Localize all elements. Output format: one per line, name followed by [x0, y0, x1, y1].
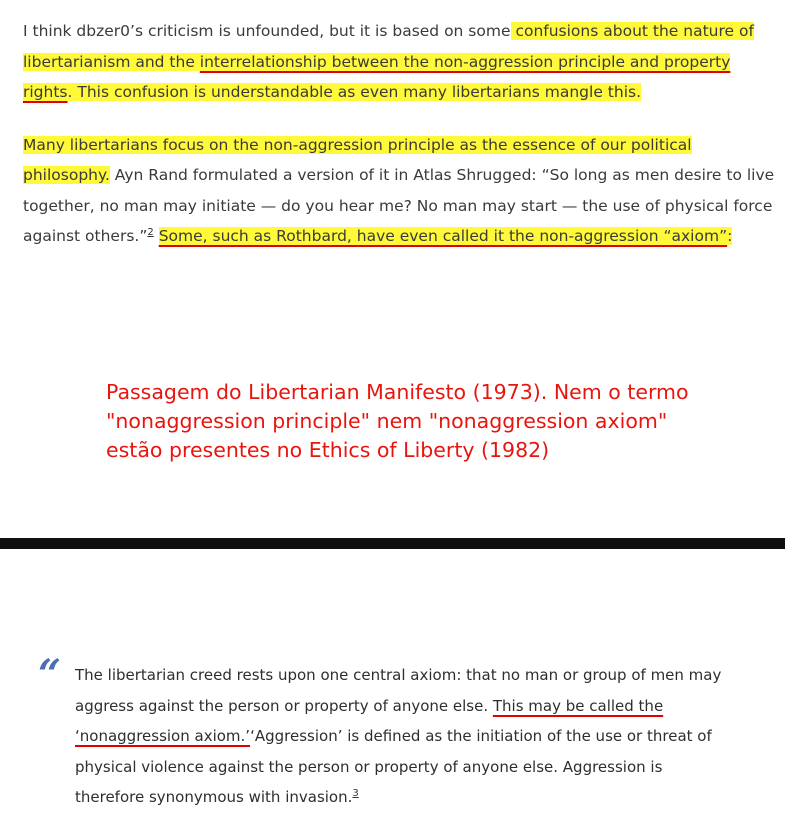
article-excerpt [23, 16, 775, 252]
divider-bar [0, 538, 785, 549]
highlight: Many libertarians focus on the non-aggression principle as the essence of our political philosophy. [23, 135, 692, 184]
quote-text: ‘Aggression’ is defined as the initiation of the use or threat of physical violence against the person or property of anyone else. Aggression is therefore synonymous with invasion. [75, 727, 712, 806]
highlight: Some, such as Rothbard, have even called it the non-aggression “axiom”: [158, 227, 733, 245]
text-segment: I think dbzer0’s criticism is unfounded, but it is based on some [23, 22, 511, 40]
underlined-text: Some, such as Rothbard, have even called it the non-aggression “axiom” [158, 227, 728, 245]
paragraph-2 [23, 130, 775, 252]
footnote-link-2[interactable]: 2 [147, 226, 154, 238]
blockquote [75, 660, 735, 813]
quote-text: The libertarian creed rests upon one central axiom: that no man or group of men may aggress against the person or property of anyone else. [75, 666, 722, 715]
quote-icon: “ [38, 651, 62, 698]
footnote-link-3[interactable]: 3 [352, 788, 359, 799]
text-segment: Ayn Rand formulated a version of it in Atlas Shrugged: “So long as men desire to live together, no man may initiate — do you hear me? No man may start — the use of physical force against others.” [23, 166, 775, 245]
underlined-text: interrelationship between the non-aggression principle and property rights [23, 52, 731, 101]
paragraph-1 [23, 16, 775, 108]
underlined-text: This may be called the ‘nonaggression axiom.’ [75, 696, 664, 745]
annotation-note: Passagem do Libertarian Manifesto (1973). Nem o termo "nonaggression principle" nem "nonaggression axiom" estão presentes no Ethics of Liberty (1982) [106, 380, 689, 462]
highlight: confusions about the nature of libertarianism and the interrelationship between the non-aggression principle and property rights. This confusion is understandable as even many libertarians mangle this. [23, 22, 754, 101]
